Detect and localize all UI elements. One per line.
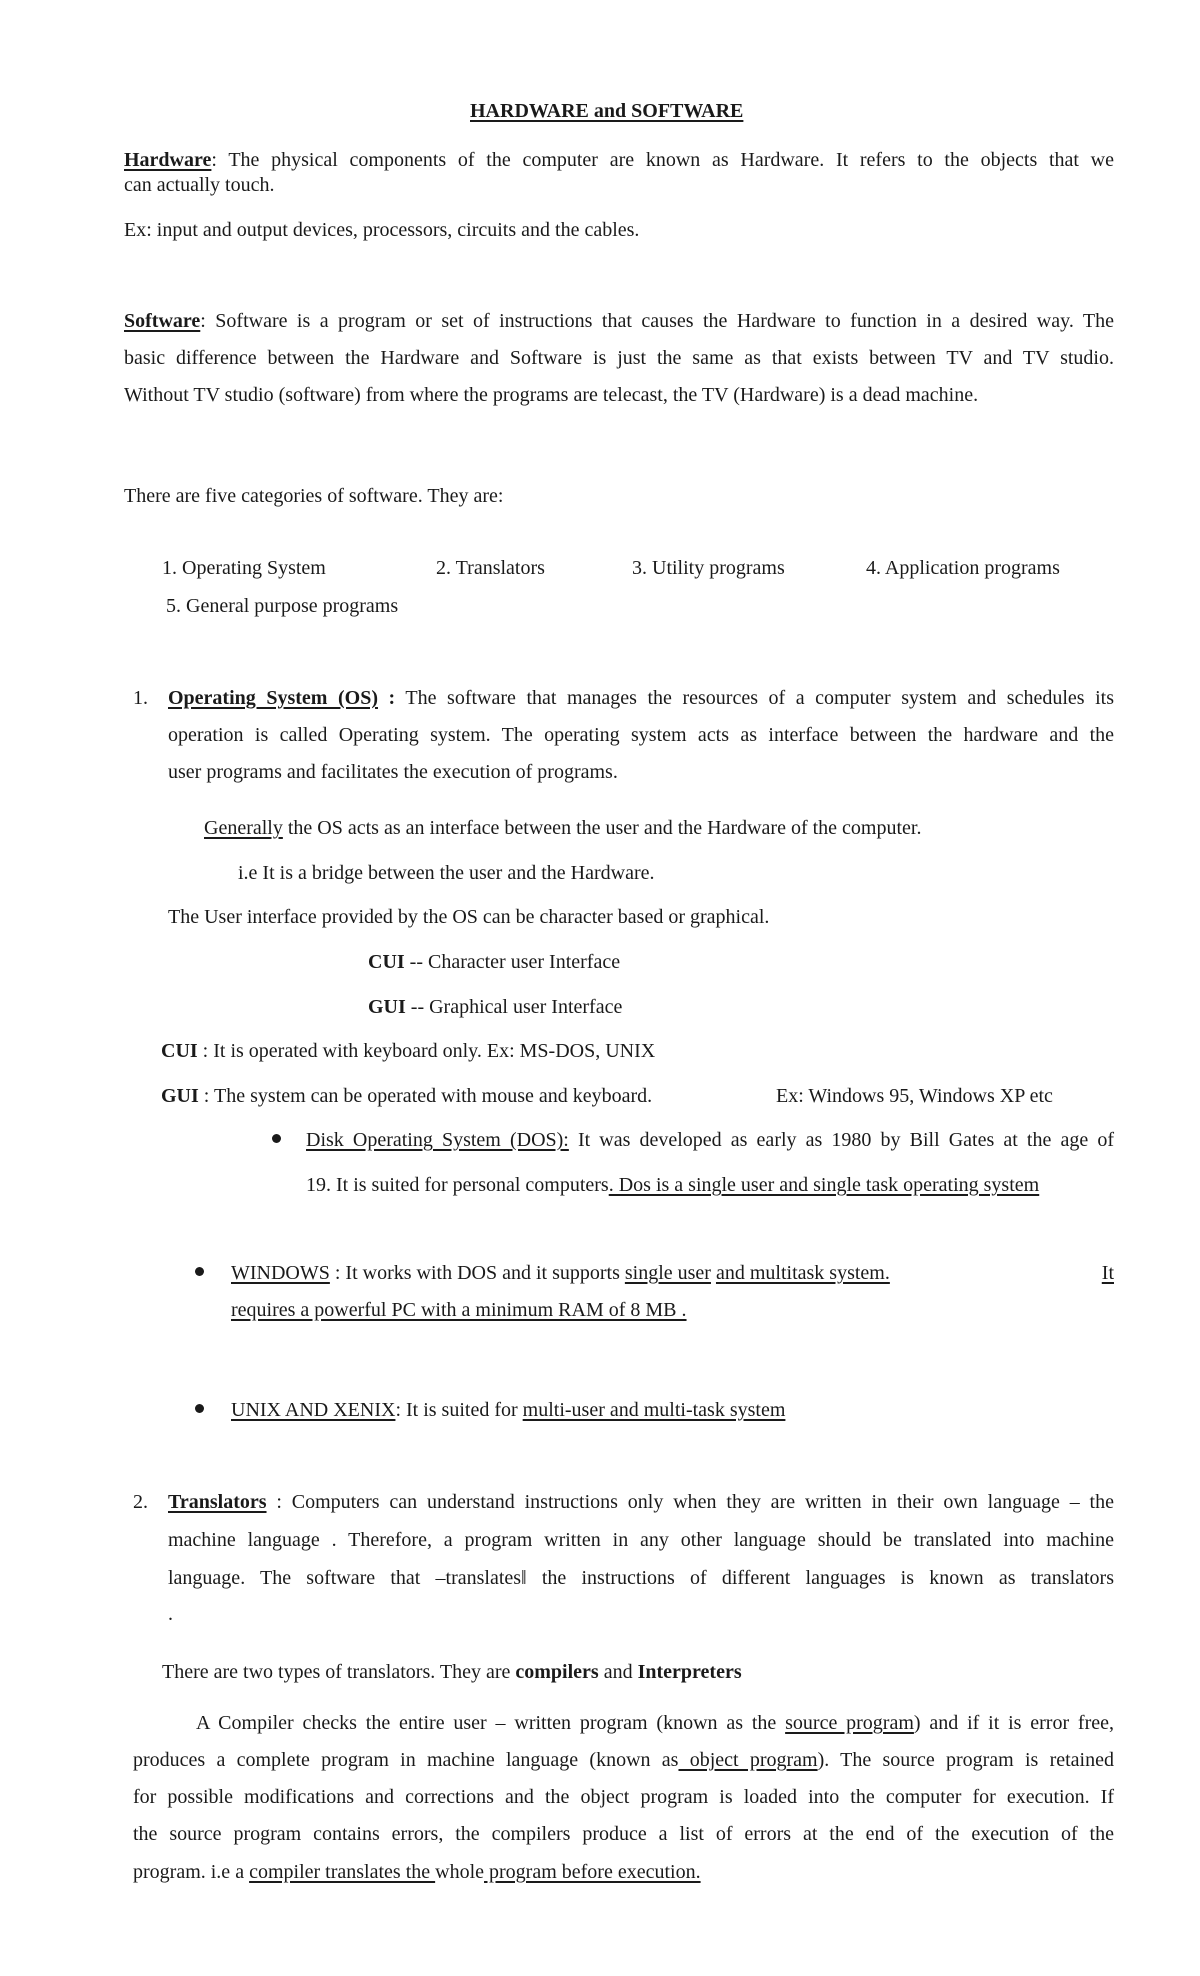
dos-line2 xyxy=(306,1175,1039,1195)
types-compilers: compilers xyxy=(515,1661,599,1683)
cui-label: CUI xyxy=(161,1040,198,1062)
compiler-para-line4: the source program contains errors, the compilers produce a list of errors at the end of the execution of the xyxy=(133,1823,1114,1845)
translators-heading: Translators xyxy=(168,1491,267,1513)
source-program: source program xyxy=(785,1712,914,1734)
bullet xyxy=(272,1134,281,1143)
dos-term: Disk Operating System (DOS): xyxy=(306,1129,569,1151)
category-item: 3. Utility programs xyxy=(632,557,785,579)
category-item: 2. Translators xyxy=(436,557,545,579)
hardware-example: Ex: input and output devices, processors, circuits and the cables. xyxy=(124,219,640,241)
bullet xyxy=(195,1267,204,1276)
compiler-underline: program before execution. xyxy=(484,1861,701,1883)
cui-abbr: CUI xyxy=(368,951,405,973)
software-term: Software xyxy=(124,310,201,332)
cui-full: -- Character user Interface xyxy=(404,951,621,973)
category-item: 1. Operating System xyxy=(162,557,326,579)
dos-text: It was developed as early as 1980 by Bill Gates at the age of xyxy=(568,1129,1114,1151)
windows-term: WINDOWS xyxy=(231,1262,330,1284)
software-text: : Software is a program or set of instructions that causes the Hardware to function in a desired way. The xyxy=(200,310,1114,332)
unix-term: UNIX AND XENIX xyxy=(231,1399,396,1421)
category-item: 4. Application programs xyxy=(866,557,1060,579)
os-para-line1 xyxy=(168,688,1114,708)
cui-definition xyxy=(368,952,620,972)
hardware-text: : The physical components of the computer are known as Hardware. It refers to the objects that we xyxy=(211,149,1114,171)
object-program: object program xyxy=(678,1749,818,1771)
compiler-text: program. i.e a xyxy=(133,1861,250,1883)
windows-line1 xyxy=(231,1263,890,1283)
windows-tail: It xyxy=(1101,1262,1114,1284)
windows-underline-1: single user xyxy=(624,1262,711,1284)
os-colon: : xyxy=(377,687,396,709)
software-para-line1 xyxy=(124,311,1114,331)
compiler-para-line5 xyxy=(133,1862,701,1882)
compiler-text: A Compiler checks the entire user – written program (known as the xyxy=(196,1712,786,1734)
dos-text2: 19. It is suited for personal computers xyxy=(306,1174,609,1196)
compiler-underline: compiler translates the xyxy=(249,1861,436,1883)
bridge-line: i.e It is a bridge between the user and the Hardware. xyxy=(238,862,655,884)
dos-line1 xyxy=(306,1130,1114,1150)
unix-text: : It is suited for xyxy=(395,1399,523,1421)
translators-line4: . xyxy=(168,1603,173,1625)
windows-line2: requires a powerful PC with a minimum RAM of 8 MB . xyxy=(231,1299,687,1321)
translators-line1 xyxy=(168,1492,1114,1512)
bullet xyxy=(195,1404,204,1413)
software-para-line3: Without TV studio (software) from where the programs are telecast, the TV (Hardware) is a dead machine. xyxy=(124,384,979,406)
compiler-para-line3: for possible modifications and corrections and the object program is loaded into the computer for execution. If xyxy=(133,1786,1114,1808)
compiler-text: produces a complete program in machine language (known as xyxy=(133,1749,679,1771)
gui-desc: : The system can be operated with mouse and keyboard. xyxy=(198,1085,653,1107)
categories-intro: There are five categories of software. They are: xyxy=(124,485,504,507)
hardware-para-line2: can actually touch. xyxy=(124,174,275,196)
os-text: The software that manages the resources of a computer system and schedules its xyxy=(395,687,1114,709)
section-number: 1. xyxy=(133,687,148,709)
gui-example: Ex: Windows 95, Windows XP etc xyxy=(776,1085,1053,1107)
compiler-para-line1 xyxy=(196,1713,1114,1733)
windows-text: : It works with DOS and it supports xyxy=(329,1262,625,1284)
os-para-line3: user programs and facilitates the execution of programs. xyxy=(168,761,618,783)
compiler-text: whole xyxy=(435,1861,485,1883)
types-text: There are two types of translators. They are xyxy=(162,1661,516,1683)
category-item: 5. General purpose programs xyxy=(166,595,399,617)
translator-types xyxy=(162,1662,742,1682)
hardware-para-line1 xyxy=(124,150,1114,170)
windows-underline-2: and multitask system. xyxy=(715,1262,890,1284)
unix-line xyxy=(231,1400,785,1420)
gui-line xyxy=(161,1086,652,1106)
generally-line xyxy=(204,818,921,838)
types-and: and xyxy=(598,1661,638,1683)
section-number: 2. xyxy=(133,1491,148,1513)
gui-label: GUI xyxy=(161,1085,199,1107)
os-heading: Operating System (OS) xyxy=(168,687,378,709)
hardware-term: Hardware xyxy=(124,149,212,171)
translators-text: : Computers can understand instructions only when they are written in their own language – the xyxy=(266,1491,1114,1513)
compiler-text: ). The source program is retained xyxy=(817,1749,1114,1771)
generally-text: the OS acts as an interface between the user and the Hardware of the computer. xyxy=(282,817,922,839)
types-interpreters: Interpreters xyxy=(637,1661,742,1683)
compiler-para-line2 xyxy=(133,1750,1114,1770)
ui-line: The User interface provided by the OS can be character based or graphical. xyxy=(168,906,770,928)
dos-underlined: . Dos is a single user and single task operating system xyxy=(608,1174,1040,1196)
gui-definition xyxy=(368,997,622,1017)
software-para-line2: basic difference between the Hardware and Software is just the same as that exists between TV and TV studio. xyxy=(124,347,1114,369)
cui-line xyxy=(161,1041,655,1061)
translators-line2: machine language . Therefore, a program written in any other language should be translated into machine xyxy=(168,1529,1114,1551)
compiler-text: ) and if it is error free, xyxy=(913,1712,1115,1734)
os-para-line2: operation is called Operating system. The operating system acts as interface between the hardware and the xyxy=(168,724,1114,746)
translators-line3: language. The software that –translates‖ the instructions of different languages is known as translators xyxy=(168,1567,1114,1589)
generally-word: Generally xyxy=(204,817,283,839)
page-title: HARDWARE and SOFTWARE xyxy=(470,100,744,122)
cui-desc: : It is operated with keyboard only. Ex: MS-DOS, UNIX xyxy=(197,1040,656,1062)
gui-full: -- Graphical user Interface xyxy=(405,996,623,1018)
gui-abbr: GUI xyxy=(368,996,406,1018)
unix-underline: multi-user and multi-task system xyxy=(522,1399,786,1421)
